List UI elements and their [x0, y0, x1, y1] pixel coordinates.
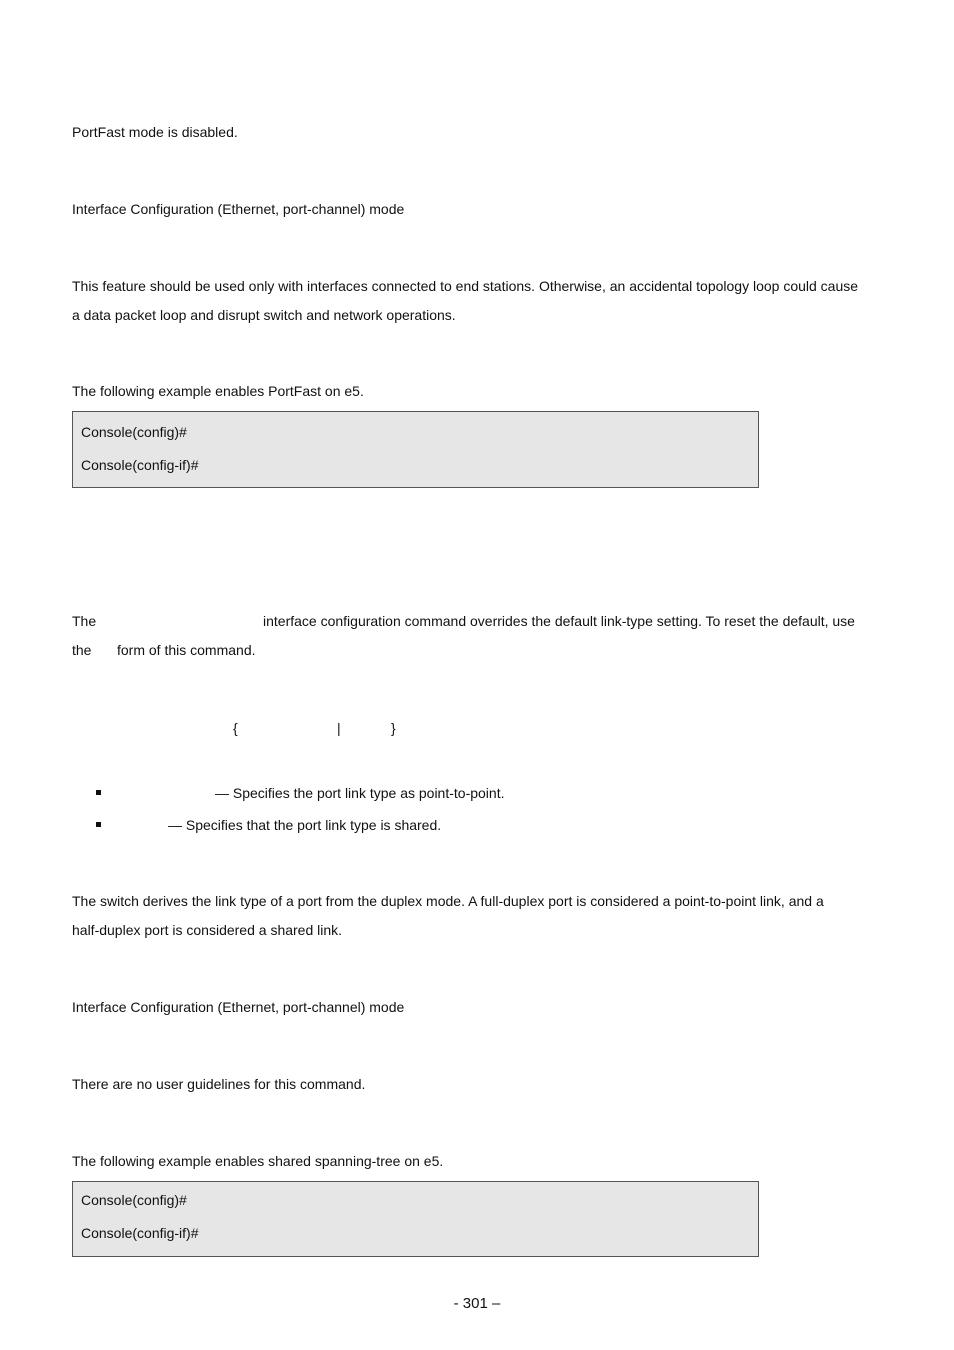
- code-line: Console(config)#: [81, 424, 187, 440]
- syntax-open-brace: {: [233, 720, 238, 736]
- linktype-user-guidelines: There are no user guidelines for this command.: [72, 1076, 366, 1092]
- linktype-desc-form: form of this command.: [117, 642, 256, 658]
- portfast-command-mode: Interface Configuration (Ethernet, port-channel) mode: [72, 201, 405, 217]
- portfast-default-text: PortFast mode is disabled.: [72, 124, 238, 140]
- linktype-example-intro: The following example enables shared spanning-tree on e5.: [72, 1153, 444, 1169]
- param-point-to-point: — Specifies the port link type as point-to-point.: [215, 785, 505, 801]
- param-item: [96, 815, 101, 835]
- code-line: Console(config-if)#: [81, 457, 199, 473]
- linktype-desc-the: The: [72, 613, 97, 629]
- syntax-close-brace: }: [391, 720, 396, 736]
- default-line: half-duplex port is considered a shared link.: [72, 922, 343, 938]
- bullet-icon: [96, 790, 101, 795]
- linktype-command-mode: Interface Configuration (Ethernet, port-channel) mode: [72, 999, 405, 1015]
- code-line: Console(config-if)#: [81, 1225, 199, 1241]
- code-line: Console(config)#: [81, 1192, 187, 1208]
- linktype-code-block: [72, 1181, 759, 1257]
- linktype-default-text: [72, 887, 887, 945]
- guideline-line: a data packet loop and disrupt switch and network operations.: [72, 307, 456, 323]
- bullet-icon: [96, 822, 101, 827]
- syntax-separator: |: [337, 720, 341, 736]
- linktype-desc-rest: interface configuration command overrides the default link-type setting. To reset the default, use: [263, 613, 855, 629]
- default-line: The switch derives the link type of a port from the duplex mode. A full-duplex port is considered a point-to-point link, and a: [72, 893, 824, 909]
- portfast-user-guidelines: [72, 272, 887, 330]
- param-item: [96, 783, 101, 803]
- page-number: - 301 –: [453, 1295, 501, 1312]
- portfast-example-intro: The following example enables PortFast on e5.: [72, 383, 364, 399]
- portfast-code-block: [72, 411, 759, 488]
- guideline-line: This feature should be used only with interfaces connected to end stations. Otherwise, an accidental topology loop could cause: [72, 278, 859, 294]
- param-shared: — Specifies that the port link type is shared.: [168, 817, 442, 833]
- linktype-desc-the2: the: [72, 642, 92, 658]
